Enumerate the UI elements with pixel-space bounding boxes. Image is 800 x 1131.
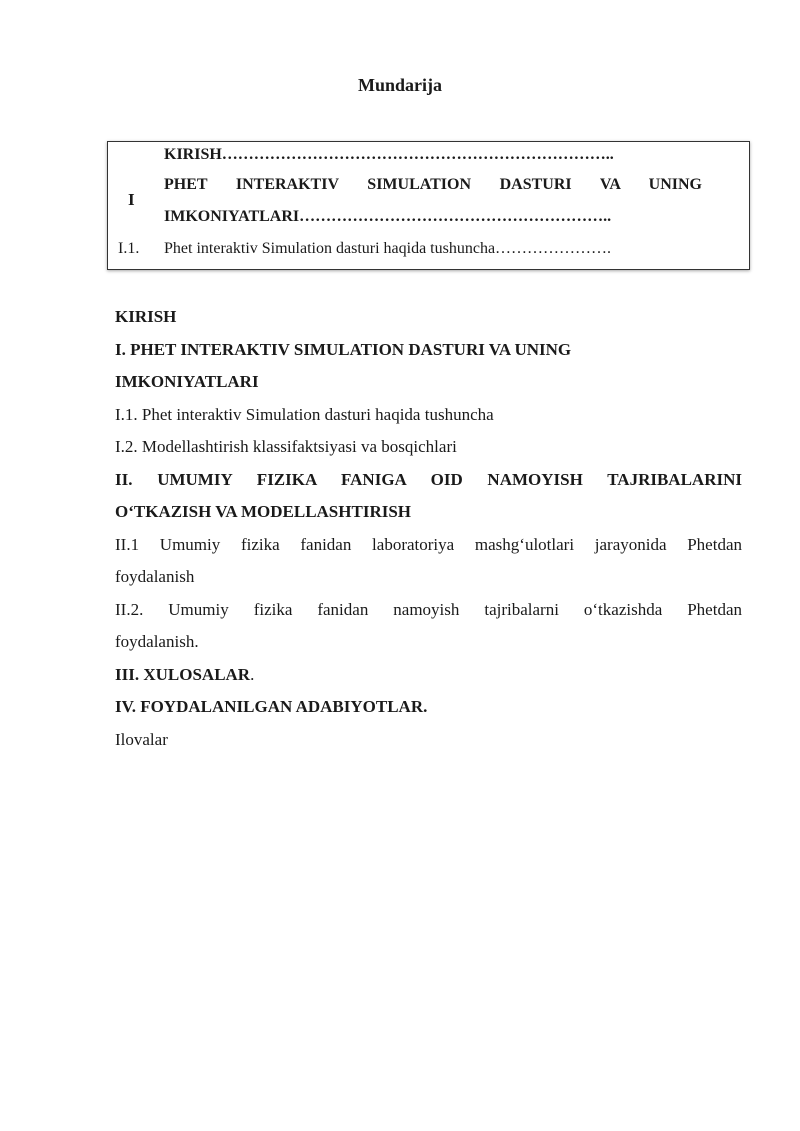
list-item-section-1: I. PHET INTERAKTIV SIMULATION DASTURI VA UNING [115,339,572,359]
list-item-2-1: II.1 Umumiy fizika fanidan laboratoriya mashg‘ulotlari jarayonida Phetdan [115,534,742,554]
section-3-period: . [250,664,255,684]
list-item-ilovalar: Ilovalar [115,729,168,749]
list-item-section-2-cont: O‘TKAZISH VA MODELLASHTIRISH [115,502,412,521]
list-item-section-1-cont: IMKONIYATLARI [115,372,259,391]
list-item-1-2: I.2. Modellashtirish klassifaktsiyasi va bosqichlari [115,437,457,456]
list-item-section-3 [115,659,742,692]
table-of-contents-box [107,141,750,270]
toc-entry-kirish: KIRISH……………………………………………………………….. [164,146,614,163]
toc-entry-i1: Phet interaktiv Simulation dasturi haqida tushuncha…………………. [164,240,612,257]
list-item-2-2-cont: foydalanish. [115,632,199,651]
list-item-section-4: IV. FOYDALANILGAN ADABIYOTLAR. [115,697,428,716]
toc-entry-phet-line1: PHET INTERAKTIV SIMULATION DASTURI VA UNING [164,176,702,193]
toc-section-number-i: I [128,190,135,209]
list-item-1-1: I.1. Phet interaktiv Simulation dasturi haqida tushuncha [115,404,494,424]
page-title: Mundarija [357,75,442,95]
section-3-label: III. XULOSALAR [115,664,251,684]
list-item-kirish: KIRISH [115,307,177,326]
toc-section-number-i1: I.1. [118,240,140,257]
list-item-2-1-cont: foydalanish [115,567,195,586]
list-item-2-2: II.2. Umumiy fizika fanidan namoyish tajribalarni o‘tkazishda Phetdan [115,599,742,619]
list-item-section-2: II. UMUMIY FIZIKA FANIGA OID NAMOYISH TAJRIBALARINI [115,469,742,489]
contents-list [115,301,742,756]
toc-entry-phet-line2: IMKONIYATLARI………………………………………………….. [164,208,612,225]
